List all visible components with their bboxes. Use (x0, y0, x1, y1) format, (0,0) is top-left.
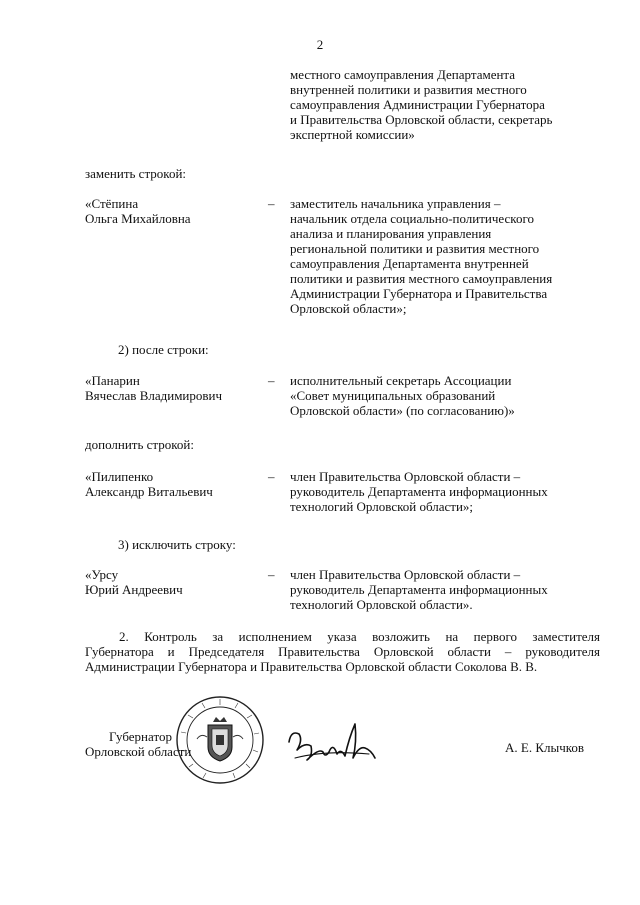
pilipenko-name (85, 469, 265, 499)
intro-line: самоуправления Администрации Губернатора (290, 97, 545, 112)
item2-label: 2) после строки: (118, 342, 209, 357)
desc-line: руководитель Департамента информационных (290, 582, 548, 597)
handwritten-signature (285, 712, 380, 772)
desc-line: технологий Орловской области». (290, 597, 473, 612)
name-line: «Стёпина (85, 196, 139, 211)
paragraph-line: Администрации Губернатора и Правительства Орловской области Соколова В. В. (85, 659, 538, 674)
name-line: Юрий Андреевич (85, 582, 183, 597)
desc-line: Администрации Губернатора и Правительства (290, 286, 548, 301)
desc-line: политики и развития местного самоуправления (290, 271, 553, 286)
ursu-description (290, 567, 590, 612)
stepina-name (85, 196, 265, 226)
dash: – (268, 469, 275, 484)
name-line: Вячеслав Владимирович (85, 388, 223, 403)
item3-label: 3) исключить строку: (118, 537, 236, 552)
name-line: Александр Витальевич (85, 484, 213, 499)
signatory-name: А. Е. Клычков (505, 740, 585, 755)
name-line: «Пилипенко (85, 469, 154, 484)
desc-line: самоуправления Департамента внутренней (290, 256, 529, 271)
desc-line: Орловской области»; (290, 301, 407, 316)
name-line: «Урсу (85, 567, 119, 582)
paragraph-line: 2. Контроль за исполнением указа возложить на первого заместителя (119, 629, 600, 644)
name-line: «Панарин (85, 373, 140, 388)
desc-line: исполнительный секретарь Ассоциации (290, 373, 512, 388)
replace-label: заменить строкой: (85, 166, 187, 181)
intro-line: внутренней политики и развития местного (290, 82, 527, 97)
desc-line: заместитель начальника управления – (290, 196, 501, 211)
desc-line: руководитель Департамента информационных (290, 484, 548, 499)
name-line: Ольга Михайловна (85, 211, 191, 226)
add-label: дополнить строкой: (85, 437, 194, 452)
intro-text (290, 67, 590, 142)
title-line: Губернатор (109, 729, 172, 744)
page-number: 2 (316, 37, 324, 52)
pilipenko-description (290, 469, 590, 514)
ursu-name (85, 567, 265, 597)
paragraph-line: Губернатора и Председателя Правительства Орловской области – руководителя (85, 644, 600, 659)
desc-line: технологий Орловской области»; (290, 499, 474, 514)
desc-line: член Правительства Орловской области – (290, 567, 521, 582)
desc-line: член Правительства Орловской области – (290, 469, 521, 484)
desc-line: начальник отдела социально-политического (290, 211, 534, 226)
control-paragraph (85, 629, 600, 674)
panarin-name (85, 373, 265, 403)
title-line: Орловской области (85, 744, 192, 759)
desc-line: «Совет муниципальных образований (290, 388, 496, 403)
intro-line: экспертной комиссии» (290, 127, 415, 142)
dash: – (268, 196, 275, 211)
signatory-title (85, 729, 191, 759)
desc-line: Орловской области» (по согласованию)» (290, 403, 515, 418)
desc-line: анализа и планирования управления (290, 226, 492, 241)
intro-line: местного самоуправления Департамента (290, 67, 516, 82)
desc-line: региональной политики и развития местного (290, 241, 540, 256)
dash: – (268, 373, 275, 388)
panarin-description (290, 373, 590, 418)
intro-line: и Правительства Орловской области, секретарь (290, 112, 553, 127)
dash: – (268, 567, 275, 582)
stepina-description (290, 196, 590, 316)
